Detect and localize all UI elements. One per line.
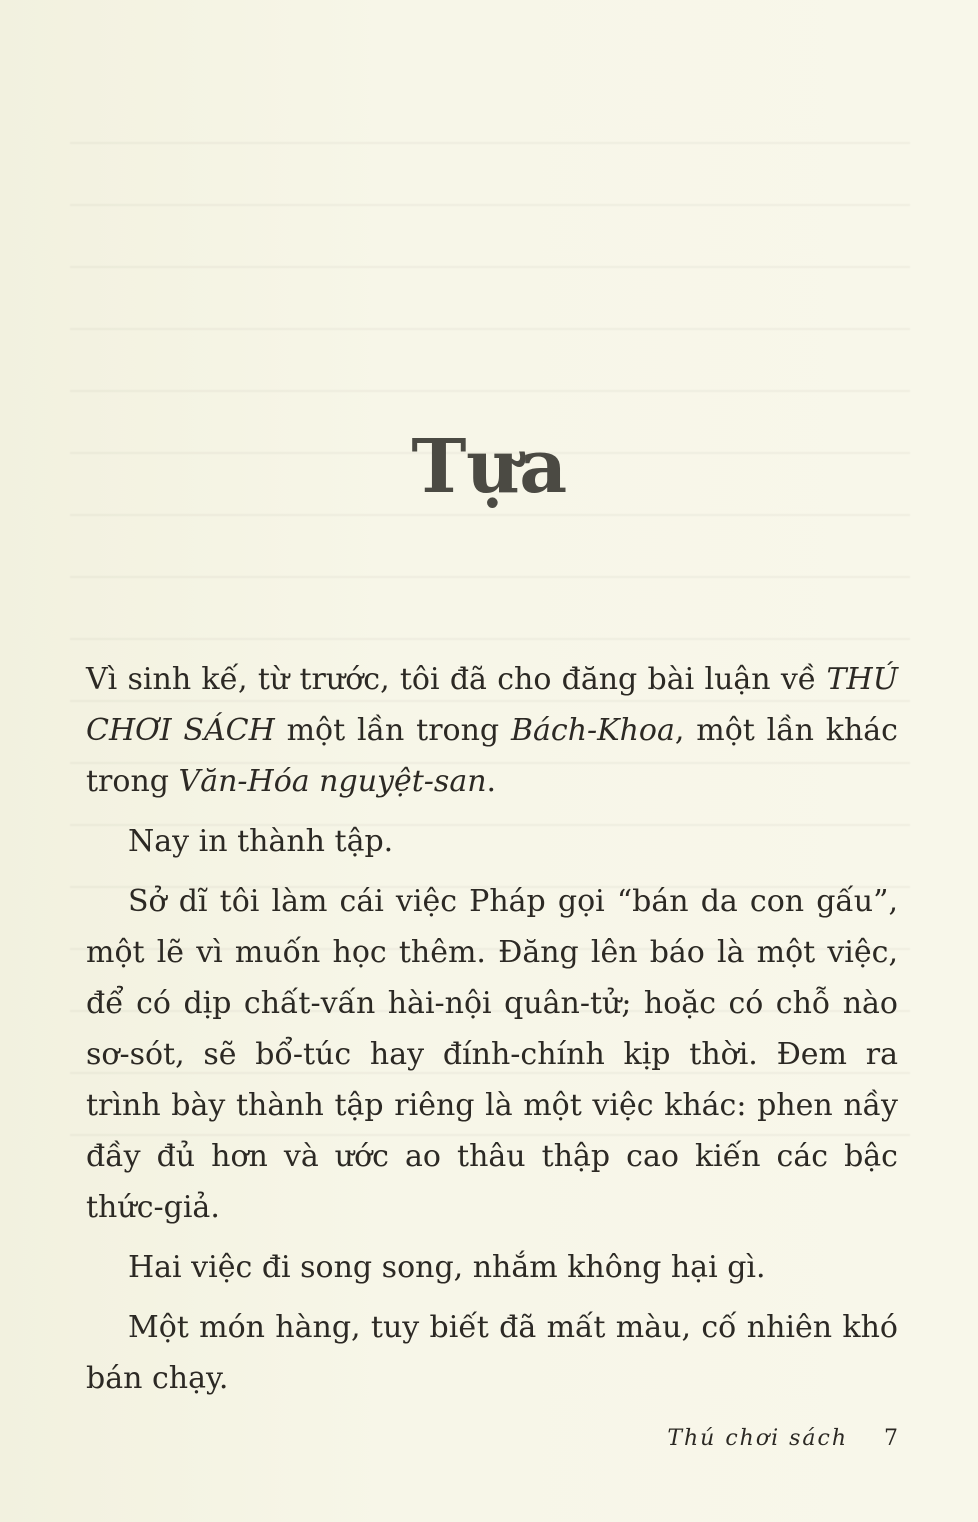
paragraph-2: Nay in thành tập.: [128, 824, 394, 859]
paragraph-3: Sở dĩ tôi làm cái việc Pháp gọi “bán da con gấu”, một lẽ vì muốn học thêm. Đăng lên báo là một việc, để có dịp chất-vấn hài-nội quân-tử; hoặc có chỗ nào sơ-sót, sẽ bổ-túc hay đính-chính kịp thời. Đem ra trình bày thành tập riêng là một việc khác: phen nầy đầy đủ hơn và ước ao thâu thập cao kiến các bậc thức-giả.: [86, 884, 898, 1225]
show-through-line: [70, 152, 910, 206]
paragraph-4: Hai việc đi song song, nhắm không hại gì.: [128, 1250, 766, 1285]
paragraph-1: [86, 654, 898, 807]
page-number: 7: [884, 1426, 898, 1451]
page-footer: [667, 1428, 898, 1450]
page-title: Tựa: [411, 423, 567, 510]
paragraph-1-between: , một lần khác trong: [86, 713, 898, 799]
publication-name-emphasis: Bách-Khoa: [510, 713, 675, 748]
paragraph-1-middle: một lần trong: [274, 713, 511, 748]
show-through-line: [70, 524, 910, 578]
show-through-line: [70, 214, 910, 268]
journal-name-emphasis: Văn-Hóa nguyệt-san: [178, 764, 487, 799]
running-book-title: Thú chơi sách: [667, 1426, 848, 1451]
show-through-line: [70, 338, 910, 392]
paragraph-1-end: .: [486, 764, 497, 799]
preface-body: [86, 654, 898, 1413]
show-through-line: [70, 90, 910, 144]
paragraph-5: Một món hàng, tuy biết đã mất màu, cố nhiên khó bán chạy.: [86, 1310, 898, 1396]
book-title-emphasis: THÚ CHƠI SÁCH: [86, 662, 898, 748]
show-through-line: [70, 586, 910, 640]
show-through-line: [70, 276, 910, 330]
paragraph-1-intro: Vì sinh kế, từ trước, tôi đã cho đăng bài luận về: [86, 662, 827, 697]
